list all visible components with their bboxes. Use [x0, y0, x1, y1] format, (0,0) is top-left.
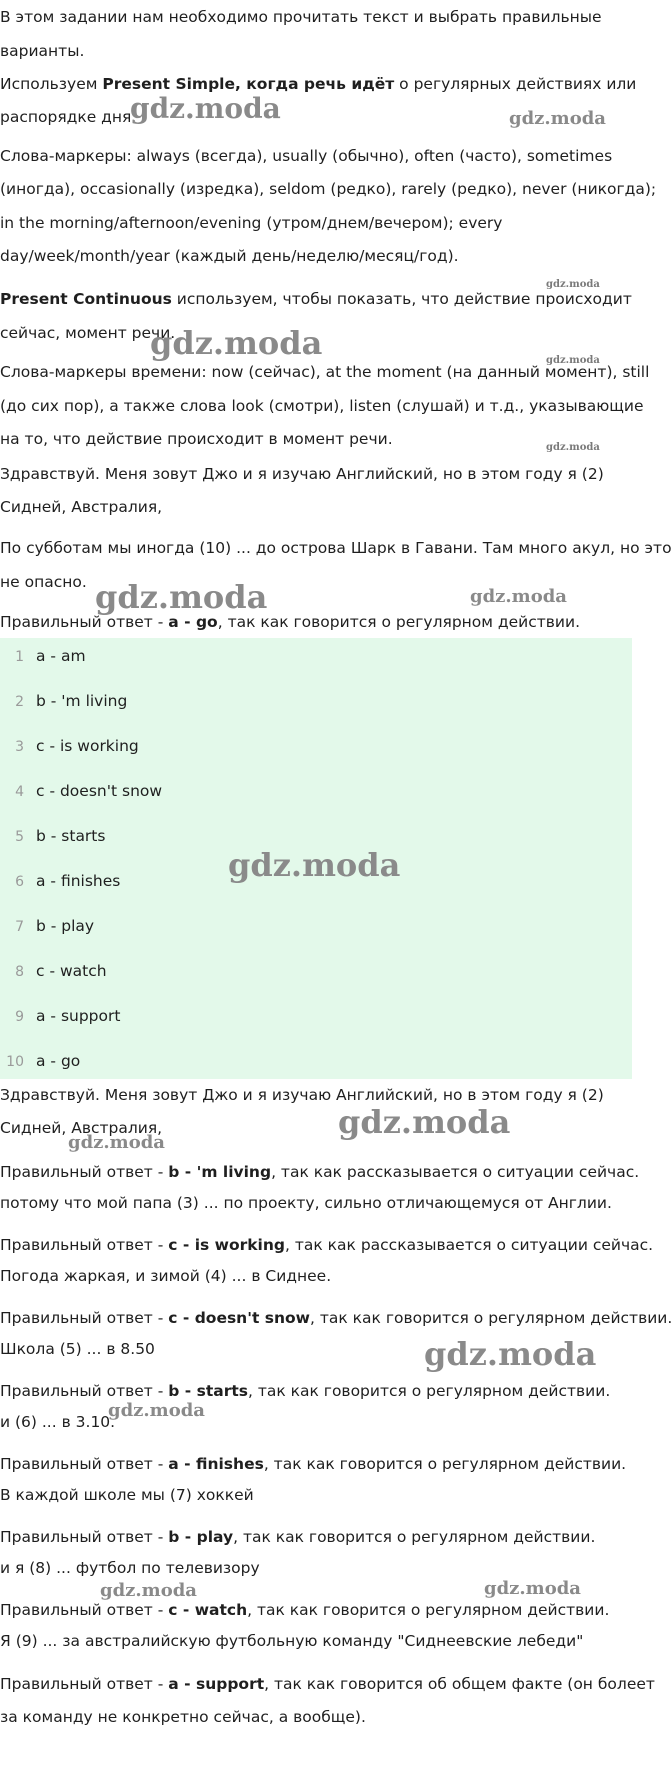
markers-line-3: in the morning/afternoon/evening (утром/днем/вечером); every	[0, 214, 503, 232]
watermark: gdz.moda	[95, 578, 268, 616]
list-item: 9 a - support	[15, 1007, 121, 1025]
text-line-4: не опасно.	[0, 573, 87, 591]
continuous-line-2: сейчас, момент речи.	[0, 324, 176, 342]
answer-10-intro: Правильный ответ - a - go, так как говорится о регулярном действии.	[0, 613, 580, 631]
list-item: 1 a - am	[15, 647, 86, 665]
list-item: 5 b - starts	[15, 827, 106, 845]
explain-answer-4: Правильный ответ - c - doesn't snow, так как говорится о регулярном действии.	[0, 1309, 672, 1327]
watermark: gdz.moda	[470, 586, 567, 607]
list-item: 8 c - watch	[15, 962, 107, 980]
explain-answer-2: Правильный ответ - b - 'm living, так как рассказывается о ситуации сейчас.	[0, 1163, 640, 1181]
intro-line-1: В этом задании нам необходимо прочитать текст и выбрать правильные	[0, 8, 602, 26]
continuous-markers-3: на то, что действие происходит в момент речи.	[0, 430, 393, 448]
intro-line-3: Используем Present Simple, когда речь идёт о регулярных действиях или	[0, 75, 637, 93]
watermark: gdz.moda	[546, 355, 600, 366]
explain-answer-9-cont: за команду не конкретно сейчас, а вообще).	[0, 1708, 366, 1726]
explain-answer-5: Правильный ответ - b - starts, так как говорится о регулярном действии.	[0, 1382, 611, 1400]
text-line-3: По субботам мы иногда (10) ... до острова Шарк в Гавани. Там много акул, но это	[0, 539, 672, 557]
explain-answer-6: Правильный ответ - a - finishes, так как говорится о регулярном действии.	[0, 1455, 627, 1473]
continuous-markers-1: Слова-маркеры времени: now (сейчас), at the moment (на данный момент), still	[0, 363, 650, 381]
explain-answer-8: Правильный ответ - c - watch, так как говорится о регулярном действии.	[0, 1601, 610, 1619]
list-item: 2 b - 'm living	[15, 692, 128, 710]
text-line-2: Сидней, Австралия,	[0, 498, 163, 516]
list-item: 7 b - play	[15, 917, 95, 935]
explain-q3: потому что мой папа (3) ... по проекту, сильно отличающемуся от Англии.	[0, 1194, 612, 1212]
explain-answer-9: Правильный ответ - a - support, так как говорится об общем факте (он болеет	[0, 1675, 655, 1693]
explain-q2-line-1: Здравствуй. Меня зовут Джо и я изучаю Английский, но в этом году я (2)	[0, 1086, 604, 1104]
explain-q2-line-2: Сидней, Австралия,	[0, 1119, 163, 1137]
list-item: 6 a - finishes	[15, 872, 121, 890]
continuous-markers-2: (до сих пор), а также слова look (смотри), listen (слушай) и т.д., указывающие	[0, 397, 644, 415]
markers-line-4: day/week/month/year (каждый день/неделю/месяц/год).	[0, 247, 459, 265]
watermark: gdz.moda	[509, 108, 606, 129]
continuous-line-1: Present Continuous используем, чтобы показать, что действие происходит	[0, 290, 632, 308]
watermark: gdz.moda	[546, 279, 600, 290]
explain-q7: В каждой школе мы (7) хоккей	[0, 1486, 254, 1504]
explain-q4: Погода жаркая, и зимой (4) ... в Сиднее.	[0, 1267, 332, 1285]
intro-line-2: варианты.	[0, 42, 85, 60]
text-line-1: Здравствуй. Меня зовут Джо и я изучаю Английский, но в этом году я (2)	[0, 465, 604, 483]
list-item: 3 c - is working	[15, 737, 139, 755]
explain-answer-3: Правильный ответ - c - is working, так как рассказывается о ситуации сейчас.	[0, 1236, 654, 1254]
list-item: 4 c - doesn't snow	[15, 782, 163, 800]
watermark: gdz.moda	[546, 442, 600, 453]
explain-q8: и я (8) ... футбол по телевизору	[0, 1559, 260, 1577]
explain-q9: Я (9) ... за австралийскую футбольную команду "Сиднеевские лебеди"	[0, 1632, 584, 1650]
watermark: gdz.moda	[130, 92, 281, 125]
explain-answer-7: Правильный ответ - b - play, так как говорится о регулярном действии.	[0, 1528, 596, 1546]
explain-q6: и (6) ... в 3.10.	[0, 1413, 116, 1431]
explain-q5: Школа (5) ... в 8.50	[0, 1340, 155, 1358]
watermark: gdz.moda	[484, 1578, 581, 1599]
watermark: gdz.moda	[424, 1335, 597, 1373]
watermark: gdz.moda	[100, 1580, 197, 1601]
intro-line-4: распорядке дня.	[0, 108, 137, 126]
watermark: gdz.moda	[150, 324, 323, 362]
markers-line-1: Слова-маркеры: always (всегда), usually (обычно), often (часто), sometimes	[0, 147, 613, 165]
watermark: gdz.moda	[108, 1400, 205, 1421]
markers-line-2: (иногда), occasionally (изредка), seldom (редко), rarely (редко), never (никогда);	[0, 180, 657, 198]
watermark: gdz.moda	[228, 846, 401, 884]
watermark: gdz.moda	[338, 1103, 511, 1141]
list-item: 10 a - go	[6, 1052, 81, 1070]
watermark: gdz.moda	[68, 1132, 165, 1153]
